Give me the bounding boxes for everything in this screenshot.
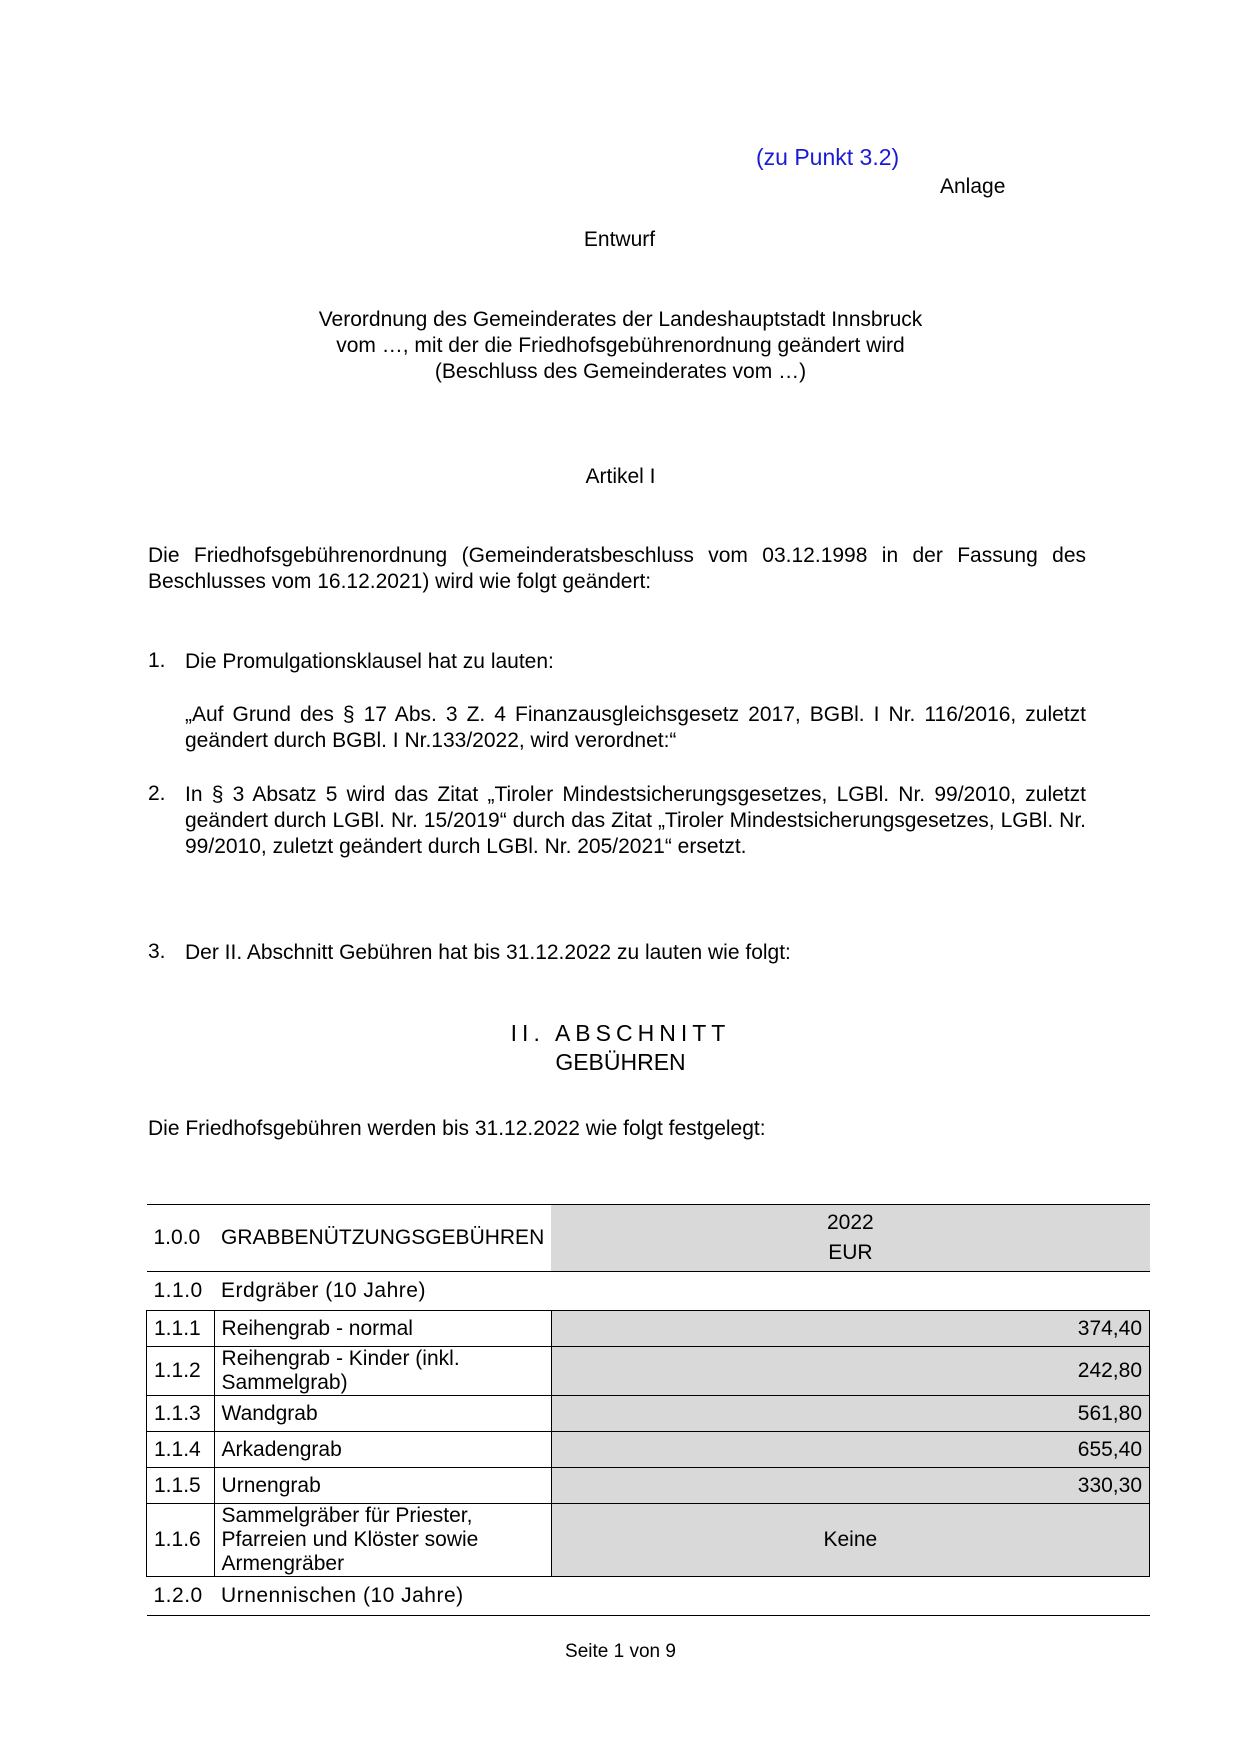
intro-paragraph: Die Friedhofsgebührenordnung (Gemeinderatsbeschluss vom 03.12.1998 in der Fassung des Beschlusses vom 16.12.2021) wird wie folgt geändert:: [148, 544, 1086, 593]
row-code: 1.1.6: [147, 1504, 215, 1577]
row-label: Arkadengrab: [214, 1432, 551, 1468]
group-row-urnennischen: [147, 1577, 1150, 1616]
item-1-quote: „Auf Grund des § 17 Abs. 3 Z. 4 Finanzausgleichsgesetz 2017, BGBl. I Nr. 116/2016, zuletzt geändert durch BGBl. I Nr.133/2022, wird verordnet:“: [185, 703, 1086, 752]
header-label: GRABBENÜTZUNGSGEBÜHREN: [214, 1205, 551, 1272]
item-2-number: 2.: [148, 782, 166, 805]
group-code: 1.2.0: [147, 1577, 215, 1616]
title-line-1: Verordnung des Gemeinderates der Landeshauptstadt Innsbruck: [318, 308, 923, 331]
row-label: Reihengrab - Kinder (inkl. Sammelgrab): [214, 1347, 551, 1396]
table-row: [147, 1432, 1150, 1468]
article-heading: Artikel I: [585, 465, 656, 488]
header-year: [551, 1205, 1149, 1272]
row-label: Urnengrab: [214, 1468, 551, 1504]
row-value: 655,40: [551, 1432, 1149, 1468]
item-3-number: 3.: [148, 940, 166, 963]
row-label: Reihengrab - normal: [214, 1311, 551, 1347]
item-1-number: 1.: [148, 649, 166, 672]
row-code: 1.1.2: [147, 1347, 215, 1396]
table-row: [147, 1504, 1150, 1577]
row-label: Wandgrab: [214, 1396, 551, 1432]
item-3-text: Der II. Abschnitt Gebühren hat bis 31.12.2022 zu lauten wie folgt:: [185, 941, 791, 964]
row-value: 374,40: [551, 1311, 1149, 1347]
row-value: 330,30: [551, 1468, 1149, 1504]
header-year-value: 2022: [827, 1211, 874, 1234]
row-code: 1.1.5: [147, 1468, 215, 1504]
row-value: 242,80: [551, 1347, 1149, 1396]
title-line-2: vom …, mit der die Friedhofsgebührenordnung geändert wird: [336, 334, 905, 357]
regulation-title: [0, 307, 1241, 385]
item-1-text: Die Promulgationsklausel hat zu lauten:: [185, 650, 554, 673]
section-subtitle: GEBÜHREN: [555, 1049, 686, 1075]
group-label: Urnennischen (10 Jahre): [214, 1577, 1149, 1616]
row-code: 1.1.1: [147, 1311, 215, 1347]
row-code: 1.1.4: [147, 1432, 215, 1468]
table-header-row: [147, 1205, 1150, 1272]
group-row-erdgraeber: [147, 1272, 1150, 1311]
attachment-label: Anlage: [940, 175, 1006, 198]
row-code: 1.1.3: [147, 1396, 215, 1432]
row-label: Sammelgräber für Priester, Pfarreien und Klöster sowie Armengräber: [214, 1504, 551, 1577]
title-line-3: (Beschluss des Gemeinderates vom …): [434, 360, 807, 383]
point-reference: (zu Punkt 3.2): [756, 144, 900, 170]
group-code: 1.1.0: [153, 1279, 203, 1302]
table-row: [147, 1468, 1150, 1504]
row-value: Keine: [551, 1504, 1149, 1577]
group-label: Erdgräber (10 Jahre): [221, 1279, 426, 1302]
row-value: 561,80: [551, 1396, 1149, 1432]
section-intro: Die Friedhofsgebühren werden bis 31.12.2022 wie folgt festgelegt:: [148, 1117, 766, 1140]
header-code: 1.0.0: [147, 1205, 215, 1272]
header-currency: EUR: [828, 1241, 873, 1264]
item-2-text: In § 3 Absatz 5 wird das Zitat „Tiroler Mindestsicherungsgesetzes, LGBl. Nr. 99/2010, zuletzt geändert durch LGBl. Nr. 15/2019“ durch das Zitat „Tiroler Mindestsicherungsgesetzes, LGBl. Nr. 99/2010, zuletzt geändert durch LGBl. Nr. 205/2021“ ersetzt.: [185, 783, 1086, 858]
page-number: Seite 1 von 9: [565, 1641, 676, 1662]
draft-label: Entwurf: [583, 228, 656, 251]
table-row: [147, 1396, 1150, 1432]
table-row: [147, 1347, 1150, 1396]
table-row: [147, 1311, 1150, 1347]
section-title: II. ABSCHNITT: [510, 1020, 731, 1046]
fee-table: [146, 1204, 1150, 1616]
